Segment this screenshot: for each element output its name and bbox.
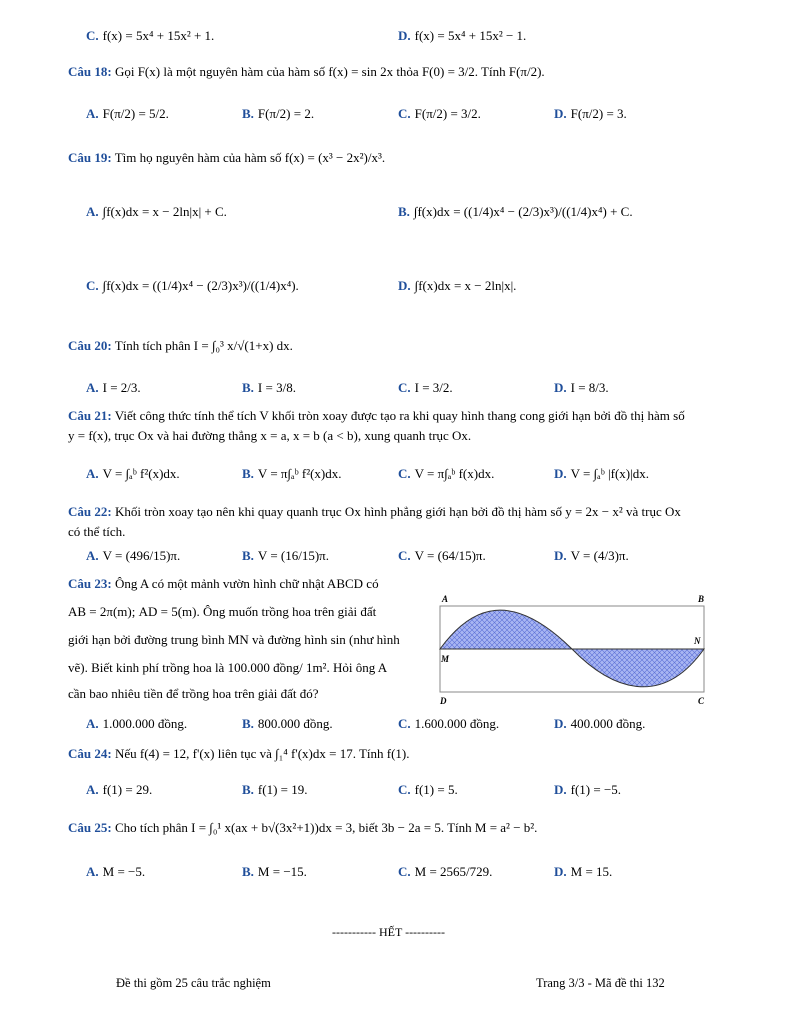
question-23-stem-3: giới hạn bởi đường trung bình MN và đường hình sin (như hình	[68, 632, 400, 647]
q23-option-d: D. 400.000 đồng.	[554, 716, 646, 731]
q22-option-c: C. V = (64/15)π.	[398, 548, 486, 563]
q24-option-a: A. f(1) = 29.	[86, 782, 153, 797]
question-23-stem-5: cần bao nhiêu tiền để trồng hoa trên giải đất đó?	[68, 686, 319, 701]
q20-option-c: C. I = 3/2.	[398, 380, 453, 395]
question-22-stem: Câu 22: Khối tròn xoay tạo nên khi quay quanh trục Ox hình phẳng giới hạn bởi đồ thị hàm số y = 2x − x² và trục Ox	[68, 504, 681, 519]
question-23-stem-4: vẽ). Biết kinh phí trồng hoa là 100.000 đồng/ 1m². Hỏi ông A	[68, 660, 388, 675]
q25-option-c: C. M = 2565/729.	[398, 864, 493, 879]
label-m: M	[441, 654, 450, 664]
q19-option-b: B. ∫f(x)dx = ((1/4)x⁴ − (2/3)x³)/((1/4)x⁴) + C.	[398, 204, 633, 219]
q21-option-b: B. V = π∫ₐᵇ f²(x)dx.	[242, 466, 342, 481]
upper-hatched-region	[440, 610, 572, 649]
q23-option-a: A. 1.000.000 đồng.	[86, 716, 188, 731]
q21-option-c: C. V = π∫ₐᵇ f(x)dx.	[398, 466, 495, 481]
sine-garden-figure	[432, 590, 722, 710]
q21-option-d: D. V = ∫ₐᵇ |f(x)|dx.	[554, 466, 649, 481]
label-c: C	[698, 696, 705, 706]
q20-option-a: A. I = 2/3.	[86, 380, 141, 395]
label-d: D	[440, 696, 447, 706]
question-22-stem-2: có thể tích.	[68, 524, 126, 539]
question-23-stem: Câu 23: Ông A có một mảnh vườn hình chữ nhật ABCD có	[68, 576, 379, 591]
footer-left: Đề thi gồm 25 câu trắc nghiệm	[116, 976, 271, 990]
end-mark: ----------- HẾT ----------	[332, 925, 446, 939]
q22-option-a: A. V = (496/15)π.	[86, 548, 181, 563]
lower-hatched-region	[572, 649, 704, 687]
question-23-stem-2: AB = 2π(m); AD = 5(m). Ông muốn trồng hoa trên giải đất	[68, 604, 377, 619]
question-21-stem: Câu 21: Viết công thức tính thể tích V khối tròn xoay được tạo ra khi quay hình thang cong giới hạn bởi đồ thị hàm số	[68, 408, 685, 423]
q18-option-a: A. F(π/2) = 5/2.	[86, 106, 169, 121]
question-19-stem: Câu 19: Tìm họ nguyên hàm của hàm số f(x) = (x³ − 2x²)/x³.	[68, 150, 386, 165]
q19-option-c: C. ∫f(x)dx = ((1/4)x⁴ − (2/3)x³)/((1/4)x⁴).	[86, 278, 299, 293]
label-a: A	[442, 594, 449, 604]
label-n: N	[694, 636, 701, 646]
q25-option-b: B. M = −15.	[242, 864, 307, 879]
q18-option-b: B. F(π/2) = 2.	[242, 106, 315, 121]
q20-option-b: B. I = 3/8.	[242, 380, 296, 395]
q24-option-b: B. f(1) = 19.	[242, 782, 308, 797]
question-25-stem: Câu 25: Cho tích phân I = ∫₀¹ x(ax + b√(3x²+1))dx = 3, biết 3b − 2a = 5. Tính M = a² − b².	[68, 820, 538, 835]
question-18-stem: Câu 18: Gọi F(x) là một nguyên hàm của hàm số f(x) = sin 2x thỏa F(0) = 3/2. Tính F(π/2).	[68, 64, 545, 79]
q25-option-d: D. M = 15.	[554, 864, 613, 879]
top-option-c: C. f(x) = 5x⁴ + 15x² + 1.	[86, 28, 215, 43]
q18-option-c: C. F(π/2) = 3/2.	[398, 106, 481, 121]
question-20-stem: Câu 20: Tính tích phân I = ∫₀³ x/√(1+x) dx.	[68, 338, 293, 353]
question-21-stem-2: y = f(x), trục Ox và hai đường thẳng x = a, x = b (a < b), xung quanh trục Ox.	[68, 428, 472, 443]
q18-option-d: D. F(π/2) = 3.	[554, 106, 627, 121]
q21-option-a: A. V = ∫ₐᵇ f²(x)dx.	[86, 466, 180, 481]
q20-option-d: D. I = 8/3.	[554, 380, 609, 395]
q22-option-d: D. V = (4/3)π.	[554, 548, 629, 563]
q19-option-a: A. ∫f(x)dx = x − 2ln|x| + C.	[86, 204, 227, 219]
q24-option-c: C. f(1) = 5.	[398, 782, 458, 797]
q23-option-c: C. 1.600.000 đồng.	[398, 716, 500, 731]
label-b: B	[698, 594, 705, 604]
q22-option-b: B. V = (16/15)π.	[242, 548, 329, 563]
q23-option-b: B. 800.000 đồng.	[242, 716, 333, 731]
q25-option-a: A. M = −5.	[86, 864, 146, 879]
question-24-stem: Câu 24: Nếu f(4) = 12, f'(x) liên tục và ∫₁⁴ f'(x)dx = 17. Tính f(1).	[68, 746, 410, 761]
q24-option-d: D. f(1) = −5.	[554, 782, 622, 797]
footer-right: Trang 3/3 - Mã đề thi 132	[536, 976, 665, 990]
top-option-d: D. f(x) = 5x⁴ + 15x² − 1.	[398, 28, 527, 43]
q19-option-d: D. ∫f(x)dx = x − 2ln|x|.	[398, 278, 517, 293]
